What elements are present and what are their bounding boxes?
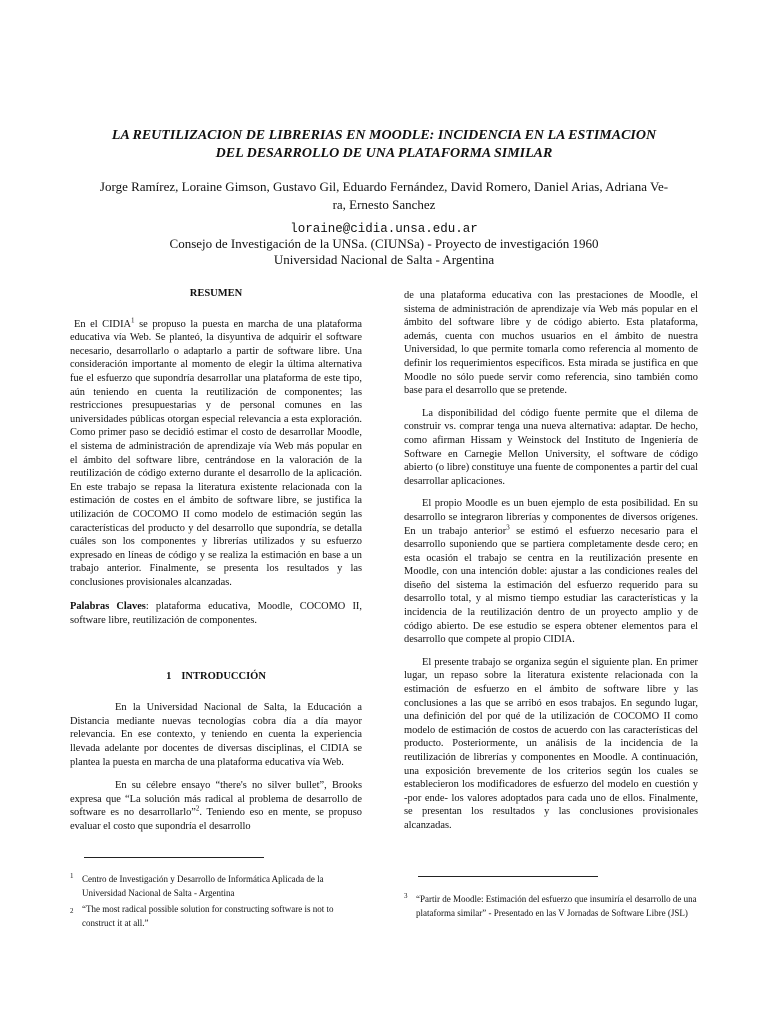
abstract-text-rest: se propuso la puesta en marcha de una plataforma educativa vía Web. Se planteó, la disyuntiva de adquirir el software necesario, desarrollarlo o adaptarlo a partir de software libre. Una consideración importante al momento de elegir la última alternativa fue el esfuerzo que supondría desarrollar una plataforma de este tipo, aún teniendo en cuenta la reutilización de componentes; las restricciones presupuestarias y de personal comunes en las universidades públicas otorgan especial relevancia a esta exploración. Como primer paso se decidió estimar el costo de desarrollar Moodle, el sistema de administración de aprendizaje vía Web más popular en el ámbito del software libre, centrándose en la valoración de la reutilización de código externo durante el desarrollo de la aplicación. En este trabajo se repasa la literatura existente relacionada con la estimación de costes en el ámbito de software libre, se justifica la utilización de COCOMO II como modelo de estimación según las características del producto y del desarrollo que supondría, se detalla cuáles son los componentes y librerías utilizados y su esfuerzo expresado en líneas de código y se realiza la estimación en base a un trabajo anterior. Finalmente, se presenta los resultados y las conclusiones provisionales alcanzadas.	[70, 318, 362, 588]
intro-paragraph-1: En la Universidad Nacional de Salta, la Educación a Distancia mediante nuevas tecnologías cobra día a día mayor relevancia. En ese contexto, y teniendo en cuenta la experiencia llevada adelante por docentes de diversas disciplinas, el CIDIA se plantea la puesta en marcha de una plataforma educativa vía Web.	[70, 702, 362, 768]
authors-line-2: ra, Ernesto Sanchez	[332, 197, 436, 212]
intro-p2-text-start: En su célebre ensayo “there's no silver bullet”, Brooks expresa que “La solución más radical al problema de desarrollo de software es no desarrollarlo”	[70, 780, 362, 819]
right-column	[404, 289, 698, 833]
abstract-heading: RESUMEN	[189, 288, 243, 299]
section-heading-introduccion	[70, 670, 362, 684]
paper-title	[60, 127, 708, 163]
title-line-2: DEL DESARROLLO DE UNA PLATAFORMA SIMILAR	[215, 146, 553, 161]
footnote-2-number: 2	[70, 907, 74, 915]
section-title: INTRODUCCIÓN	[181, 670, 266, 682]
keywords-label: Palabras Claves	[70, 601, 146, 613]
footnote-ref-2: 2	[195, 804, 200, 813]
contact-email: loraine@cidia.unsa.edu.ar	[290, 222, 478, 236]
intro-p2-text-rest: . Teniendo eso en mente, se propuso evaluar el costo que supondría el desarrollo	[70, 807, 362, 832]
footnote-ref-1: 1	[131, 316, 135, 325]
left-column	[70, 287, 362, 834]
p3-text-rest: se estimó el esfuerzo necesario para el desarrollo suponiendo que se partiera completamente desde cero; en esta ocasión el trabajo se centra en la reutilización presente en Moodle, con una intención doble: ajustar a las condiciones reales del diseño del sistema la estimación del esfuerzo requerido para su desarrollo total, y al mismo tiempo estudiar las características y la incidencia de la reutilización dentro de un proyecto amplio y de código abierto. De ese estudio se espera obtener elementos para el desarrollo que compete al propio CIDIA.	[404, 525, 698, 646]
body-paragraph-4: El presente trabajo se organiza según el siguiente plan. En primer lugar, un repaso sobre la literatura existente relacionada con la estimación de esfuerzo en el ámbito de software libre y las conclusiones a las que se arribó en esos trabajos. En segundo lugar, una definición del por qué de la utilización de COCOMO II como modelo de estimación de costos de acuerdo con las características del producto. Posteriormente, un análisis de la incidencia de la reutilización de librerías y componentes en Moodle. A continuación, una exposición brevemente de los criterios según los cuales se establecieron los modificadores de esfuerzo del modelo en cuestión y -por ende- los valores adoptados para cada uno de ellos. Finalmente, se presentan los resultados y las conclusiones provisionales alcanzadas.	[404, 656, 698, 831]
keywords	[70, 600, 362, 627]
authors	[78, 178, 690, 214]
footnote-rule-right	[418, 876, 598, 877]
body-paragraph-2: La disponibilidad del código fuente permite que el dilema de construir vs. comprar tenga una nueva alternativa: adaptar. De hecho, como afirman Hissam y Weinstock del Instituto de Ingeniería de Software en Carnegie Mellon University, el software de código abierto (o libre) constituye una fuente de componentes a partir del cual desarrollar aplicaciones.	[404, 407, 698, 487]
footnote-2-text: “The most radical possible solution for constructing software is not to construct it at all.”	[82, 904, 334, 928]
affiliation-line-1: Consejo de Investigación de la UNSa. (CIUNSa) - Proyecto de investigación 1960	[169, 236, 599, 251]
title-line-1: LA REUTILIZACION DE LIBRERIAS EN MOODLE: INCIDENCIA EN LA ESTIMACION	[111, 128, 657, 143]
footnote-3	[404, 892, 698, 920]
body-paragraph-3	[404, 497, 698, 647]
footnote-rule-left	[84, 857, 264, 858]
footnote-2	[70, 902, 362, 930]
footnote-1-text: Centro de Investigación y Desarrollo de Informática Aplicada de la Universidad Nacional de Salta - Argentina	[82, 874, 324, 898]
footnote-3-number: 3	[404, 892, 408, 900]
p3-text-start: El propio Moodle es un buen ejemplo de esta posibilidad. En su desarrollo se integraron librerías y componentes de diversos orígenes. En un trabajo anterior	[404, 498, 698, 537]
abstract-text-start: En el CIDIA	[74, 318, 132, 330]
footnote-ref-3: 3	[506, 523, 510, 532]
affiliation-line-2: Universidad Nacional de Salta - Argentina	[273, 252, 495, 267]
abstract-paragraph	[70, 318, 362, 590]
footnote-3-text: “Partir de Moodle: Estimación del esfuerzo que insumiría el desarrollo de una plataforma similar” - Presentado en las V Jornadas de Software Libre (JSL)	[416, 894, 697, 918]
authors-line-1: Jorge Ramírez, Loraine Gimson, Gustavo Gil, Eduardo Fernández, David Romero, Daniel Arias, Adriana Ve-	[99, 179, 669, 194]
keywords-text: : plataforma educativa, Moodle, COCOMO II, software libre, reutilización de componentes.	[70, 601, 362, 627]
section-number: 1	[166, 670, 172, 682]
body-paragraph-1: de una plataforma educativa con las prestaciones de Moodle, el sistema de administración de aprendizaje vía Web más popular en el ámbito del software libre y de código abierto. Esta plataforma, además, cuenta con muchos usuarios en el ámbito de nuestra Universidad, lo que permite tomarla como referencia al momento de definir los requerimientos específicos. Esta mirada se justifica en que Moodle no sólo puede servir como referencia, sino también como base para el desarrollo que se pretende.	[404, 290, 698, 397]
footnote-1-number: 1	[70, 872, 74, 880]
footnote-1	[70, 872, 362, 900]
affiliation	[0, 236, 768, 268]
intro-paragraph-2	[70, 779, 362, 833]
